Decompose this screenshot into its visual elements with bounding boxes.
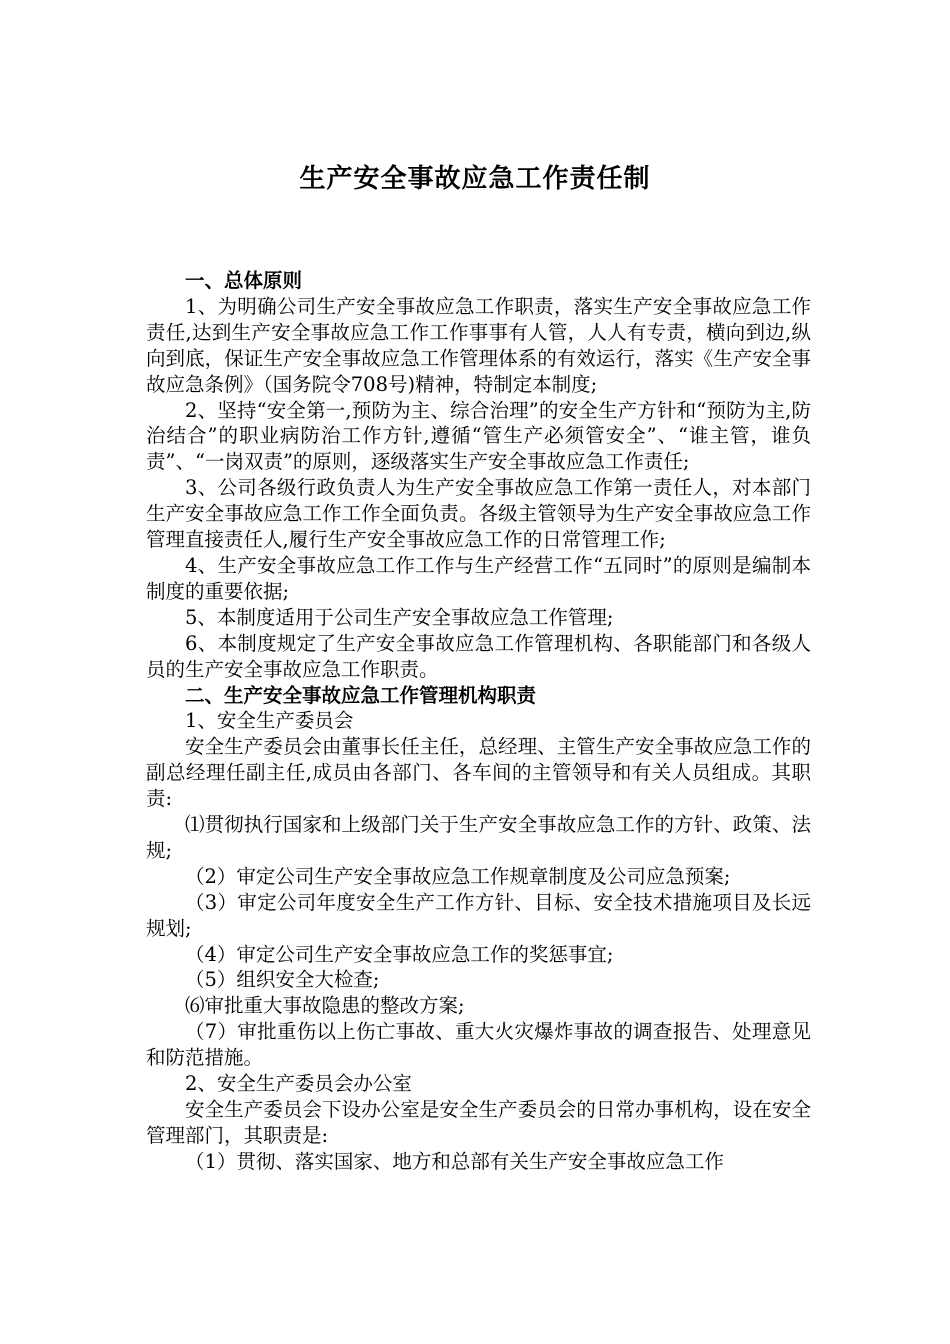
paragraph: 2、坚持“安全第一,预防为主、综合治理”的安全生产方针和“预防为主,防治结合”的职业病防治工作方针,遵循“管生产必须管安全”、“谁主管，谁负责”、“一岗双责”的原则，逐级落实生产安全事故应急工作责任; <box>146 398 811 474</box>
list-item: （3）审定公司年度安全生产工作方针、目标、安全技术措施项目及长远规划; <box>146 890 811 940</box>
list-item: （2）审定公司生产安全事故应急工作规章制度及公司应急预案; <box>185 864 731 888</box>
paragraph: 5、本制度适用于公司生产安全事故应急工作管理; <box>185 605 614 629</box>
paragraph: 安全生产委员会下设办公室是安全生产委员会的日常办事机构，设在安全管理部门，其职责是: <box>146 1098 811 1147</box>
paragraph: 1、为明确公司生产安全事故应急工作职责，落实生产安全事故应急工作责任,达到生产安全事故应急工作工作事事有人管，人人有专责，横向到边,纵向到底，保证生产安全事故应急工作管理体系的有效运行，落实《生产安全事故应急条例》（国务院令708号)精神，特制定本制度; <box>146 294 811 396</box>
subsection-heading: 2、安全生产委员会办公室 <box>185 1072 412 1096</box>
paragraph: 6、本制度规定了生产安全事故应急工作管理机构、各职能部门和各级人员的生产安全事故应急工作职责。 <box>146 631 811 681</box>
list-item: （1）贯彻、落实国家、地方和总部有关生产安全事故应急工作 <box>185 1149 724 1173</box>
document-body <box>146 268 811 1175</box>
list-item: （5）组织安全大检查; <box>185 968 380 992</box>
paragraph: 安全生产委员会由董事长任主任，总经理、主管生产安全事故应急工作的副总经理任副主任,成员由各部门、各车间的主管领导和有关人员组成。其职责: <box>146 735 811 811</box>
document-title: 生产安全事故应急工作责任制 <box>299 164 651 194</box>
list-item: （7）审批重伤以上伤亡事故、重大火灾爆炸事故的调查报告、处理意见和防范措施。 <box>146 1020 811 1070</box>
list-item: （4）审定公司生产安全事故应急工作的奖惩事宜; <box>185 942 614 966</box>
paragraph: 3、公司各级行政负责人为生产安全事故应急工作第一责任人，对本部门生产安全事故应急工作工作全面负责。各级主管领导为生产安全事故应急工作管理直接责任人,履行生产安全事故应急工作的日常管理工作; <box>146 476 811 552</box>
list-item: ⑴贯彻执行国家和上级部门关于生产安全事故应急工作的方针、政策、法规; <box>146 813 811 862</box>
section-heading: 二、生产安全事故应急工作管理机构职责 <box>185 683 537 707</box>
subsection-heading: 1、安全生产委员会 <box>185 709 354 733</box>
paragraph: 4、生产安全事故应急工作工作与生产经营工作“五同时”的原则是编制本制度的重要依据; <box>146 553 811 603</box>
list-item: ⑹审批重大事故隐患的整改方案; <box>185 994 465 1018</box>
section-heading: 一、总体原则 <box>185 269 303 292</box>
